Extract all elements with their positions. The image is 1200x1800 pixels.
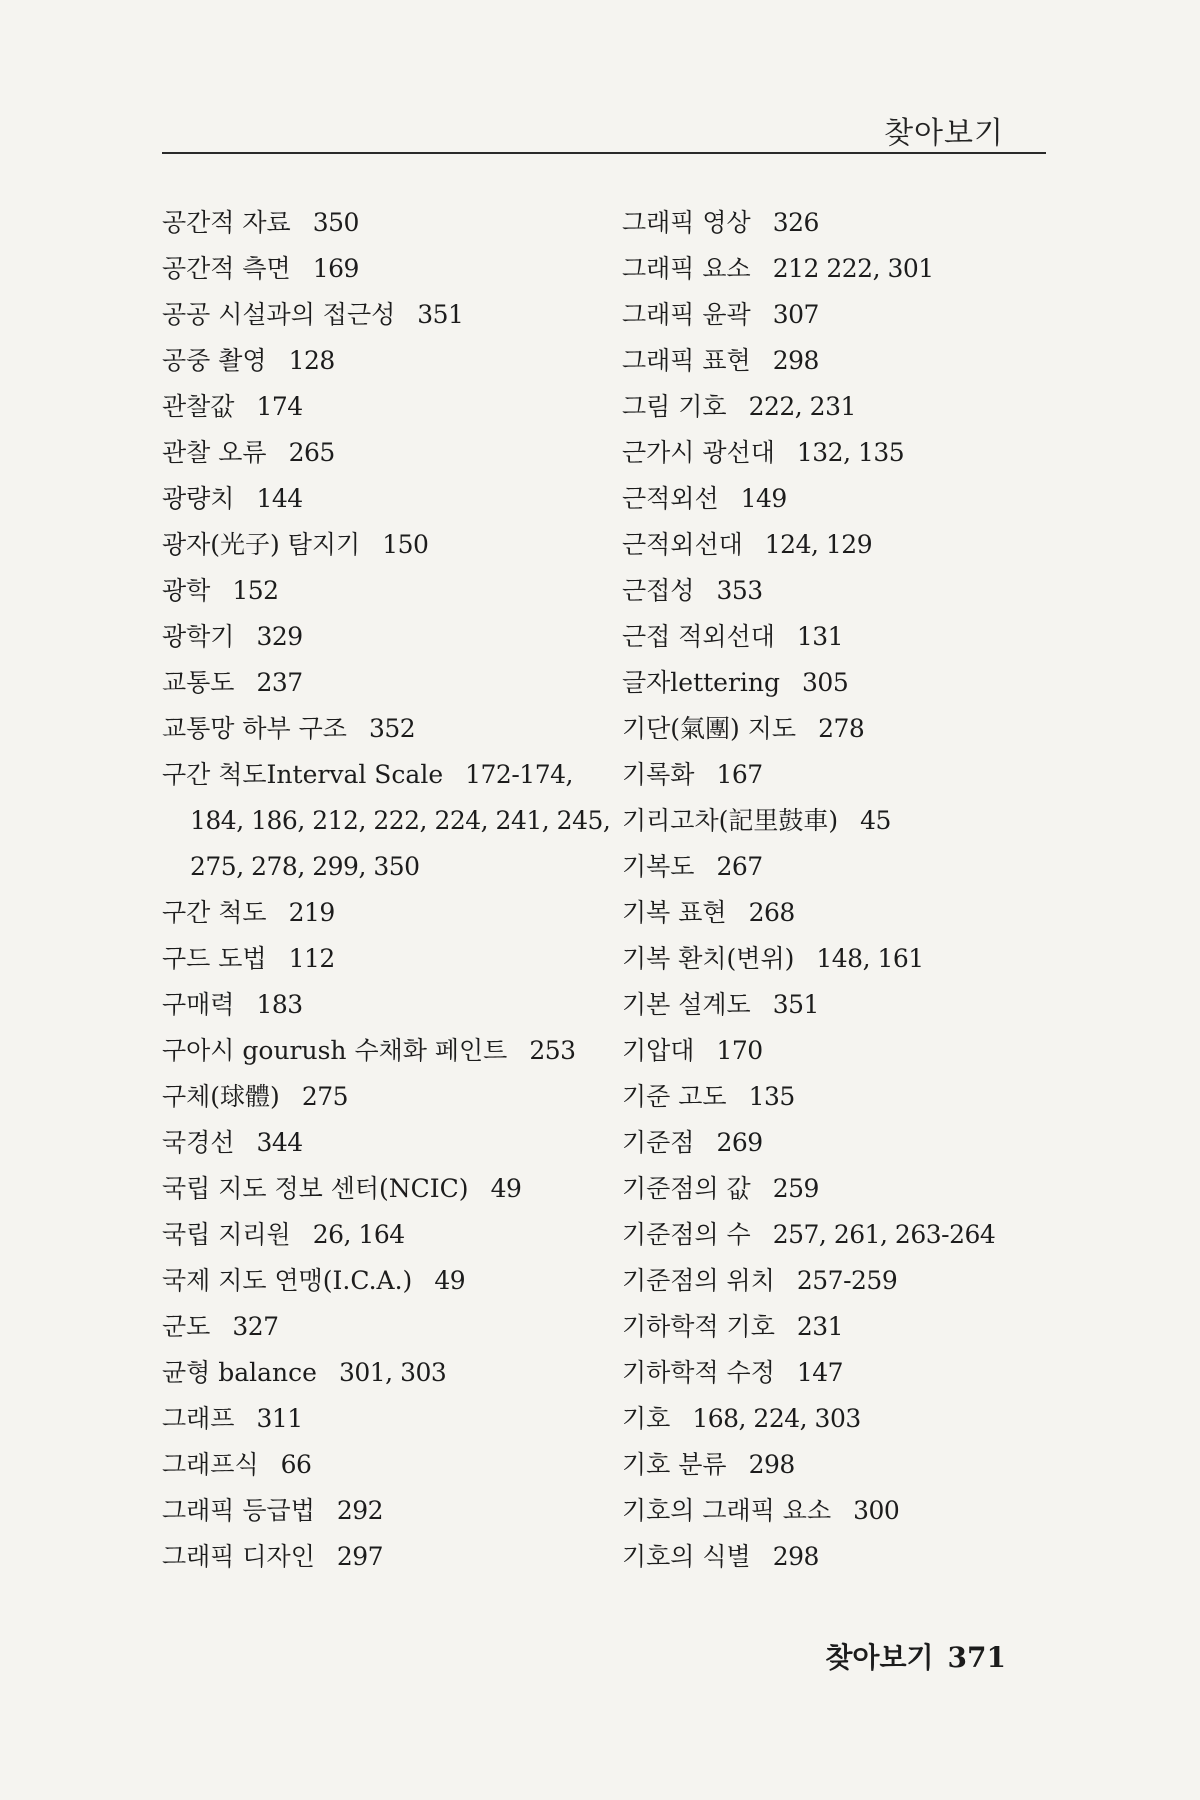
index-pages: 351: [417, 300, 464, 329]
index-entry: [162, 1120, 632, 1166]
index-term: 기호 분류: [622, 1450, 727, 1479]
index-entry: [162, 1488, 632, 1534]
index-term: 근적외선대: [622, 530, 743, 559]
index-term: 광학기: [162, 622, 235, 651]
index-entry: [162, 1028, 632, 1074]
index-term: 군도: [162, 1312, 211, 1341]
index-term: 공중 촬영: [162, 346, 267, 375]
index-pages: 147: [796, 1358, 844, 1387]
index-term: 구매력: [162, 990, 235, 1019]
index-entry: [162, 798, 632, 844]
index-pages: 112: [288, 944, 335, 973]
index-entry: [622, 1488, 1092, 1534]
index-term: 공공 시설과의 접근성: [162, 300, 396, 329]
index-entry: [622, 200, 1092, 246]
index-pages: 150: [382, 530, 429, 559]
index-pages: 353: [716, 576, 763, 605]
index-entry: [622, 384, 1092, 430]
index-entry: [622, 246, 1092, 292]
index-pages: 267: [716, 852, 763, 881]
index-term: 공간적 측면: [162, 254, 291, 283]
index-entry: [162, 292, 632, 338]
index-pages: 144: [256, 484, 303, 513]
index-pages: 170: [716, 1036, 763, 1065]
index-pages: 352: [368, 714, 416, 743]
index-pages: 298: [772, 346, 819, 375]
index-entry: [622, 1442, 1092, 1488]
index-pages: 183: [256, 990, 303, 1019]
index-entry: [622, 1166, 1092, 1212]
index-entry: [622, 1074, 1092, 1120]
index-term: 기본 설계도: [622, 990, 751, 1019]
index-pages: 275: [301, 1082, 349, 1111]
index-entry: [162, 936, 632, 982]
index-term: 기복 표현: [622, 898, 727, 927]
index-column-right: [622, 200, 1092, 1580]
index-pages: 268: [748, 898, 795, 927]
index-entry: [622, 1028, 1092, 1074]
index-term: 기하학적 기호: [622, 1312, 775, 1341]
index-pages: 124, 129: [764, 530, 873, 559]
index-pages: 148, 161: [816, 944, 924, 973]
index-entry: [162, 1350, 632, 1396]
index-entry: [162, 844, 632, 890]
index-pages: 66: [280, 1450, 312, 1479]
index-pages: 269: [716, 1128, 763, 1157]
index-term: 그래픽 디자인: [162, 1542, 315, 1571]
index-entry: [162, 982, 632, 1028]
page-footer: [825, 1636, 1006, 1676]
index-term: 기리고차(記里鼓車): [622, 806, 839, 835]
index-entry: [622, 890, 1092, 936]
index-term: 글자lettering: [622, 668, 781, 697]
index-term: 광학: [162, 576, 211, 605]
index-term: 국제 지도 연맹(I.C.A.): [162, 1266, 413, 1295]
index-term: 그래픽 등급법: [162, 1496, 315, 1525]
index-term: 구간 척도Interval Scale: [162, 760, 444, 789]
index-term: 근적외선: [622, 484, 719, 513]
index-entry: [622, 1350, 1092, 1396]
index-pages: 307: [772, 300, 819, 329]
index-term: 기호의 식별: [622, 1542, 751, 1571]
index-term: 공간적 자료: [162, 208, 291, 237]
index-term: 기복 환치(변위): [622, 944, 795, 973]
index-pages: 305: [802, 668, 849, 697]
running-header: 찾아보기: [884, 116, 1004, 151]
index-term: 기록화: [622, 760, 695, 789]
index-pages: 298: [772, 1542, 819, 1571]
index-pages: 149: [740, 484, 787, 513]
index-pages: 257, 261, 263-264: [772, 1220, 996, 1249]
index-pages: 311: [256, 1404, 303, 1433]
index-pages: 168, 224, 303: [692, 1404, 861, 1433]
index-entry: [622, 1304, 1092, 1350]
index-term: 광자(光子) 탐지기: [162, 530, 361, 559]
index-pages: 265: [288, 438, 335, 467]
index-entry: [162, 200, 632, 246]
index-term: 그래픽 윤곽: [622, 300, 751, 329]
index-term: 그래프: [162, 1404, 235, 1433]
index-entry: [622, 568, 1092, 614]
index-entry: [162, 614, 632, 660]
index-term: 구체(球體): [162, 1082, 280, 1111]
index-pages: 135: [748, 1082, 795, 1111]
index-pages: 26, 164: [312, 1220, 405, 1249]
index-term: 기호의 그래픽 요소: [622, 1496, 832, 1525]
index-term: 균형 balance: [162, 1358, 317, 1387]
footer-label: 찾아보기: [825, 1641, 934, 1674]
index-entry: [622, 292, 1092, 338]
index-entry: [162, 384, 632, 430]
index-term: 그림 기호: [622, 392, 727, 421]
index-term: 교통도: [162, 668, 235, 697]
index-entry: [622, 1120, 1092, 1166]
index-pages: 152: [232, 576, 279, 605]
header-rule: [162, 152, 1046, 154]
index-pages: 231: [796, 1312, 844, 1341]
index-term: 기준점: [622, 1128, 695, 1157]
index-term: 그래픽 표현: [622, 346, 751, 375]
index-pages: 344: [256, 1128, 303, 1157]
index-entry: [162, 246, 632, 292]
index-term: 관찰 오류: [162, 438, 267, 467]
index-pages: 167: [716, 760, 763, 789]
index-entry: [162, 568, 632, 614]
index-entry: [162, 1258, 632, 1304]
index-term: 국경선: [162, 1128, 235, 1157]
index-entry: [622, 1534, 1092, 1580]
page-number: 371: [947, 1641, 1006, 1674]
index-entry: [162, 706, 632, 752]
index-pages: 237: [256, 668, 303, 697]
index-pages: 298: [748, 1450, 795, 1479]
index-term: 그래프식: [162, 1450, 259, 1479]
index-entry: [622, 844, 1092, 890]
index-pages: 278: [818, 714, 865, 743]
index-entry: [622, 982, 1092, 1028]
index-pages: 219: [288, 898, 335, 927]
index-term: 구간 척도: [162, 898, 267, 927]
index-term: 국립 지도 정보 센터(NCIC): [162, 1174, 469, 1203]
index-entry: [162, 890, 632, 936]
index-entry: [162, 1212, 632, 1258]
index-pages: 212 222, 301: [772, 254, 934, 283]
index-entry: [162, 752, 632, 798]
index-entry: [622, 1258, 1092, 1304]
index-pages: 222, 231: [748, 392, 856, 421]
index-pages: 351: [772, 990, 819, 1019]
index-entry: [622, 522, 1092, 568]
index-term: 광량치: [162, 484, 235, 513]
index-pages: 300: [853, 1496, 900, 1525]
index-pages: 326: [772, 208, 819, 237]
index-entry: [622, 338, 1092, 384]
index-term: 국립 지리원: [162, 1220, 291, 1249]
index-pages: 174: [256, 392, 303, 421]
index-pages: 301, 303: [338, 1358, 447, 1387]
index-entry: [162, 1166, 632, 1212]
index-term: 기준점의 위치: [622, 1266, 775, 1295]
index-term: 기복도: [622, 852, 695, 881]
index-entry: [622, 614, 1092, 660]
index-term: 기준점의 값: [622, 1174, 751, 1203]
index-entry: [162, 1074, 632, 1120]
index-pages: 128: [288, 346, 335, 375]
index-entry: [622, 752, 1092, 798]
index-entry: [162, 338, 632, 384]
index-pages: 131: [796, 622, 844, 651]
index-term: 그래픽 요소: [622, 254, 751, 283]
index-entry: [622, 476, 1092, 522]
index-pages: 327: [232, 1312, 279, 1341]
index-entry: [162, 660, 632, 706]
index-entry: [622, 936, 1092, 982]
index-entry: [622, 798, 1092, 844]
index-pages: 49: [434, 1266, 466, 1295]
index-term: 근가시 광선대: [622, 438, 775, 467]
index-term: 교통망 하부 구조: [162, 714, 347, 743]
index-entry: [622, 1212, 1092, 1258]
index-pages: 329: [256, 622, 303, 651]
index-pages: 184, 186, 212, 222, 224, 241, 245,: [190, 806, 611, 835]
index-pages: 257-259: [796, 1266, 898, 1295]
index-pages: 132, 135: [796, 438, 905, 467]
index-pages: 45: [860, 806, 891, 835]
index-term: 근접성: [622, 576, 695, 605]
index-pages: 169: [312, 254, 359, 283]
index-term: 기준점의 수: [622, 1220, 751, 1249]
index-term: 기단(氣團) 지도: [622, 714, 797, 743]
index-entry: [162, 476, 632, 522]
index-pages: 259: [772, 1174, 819, 1203]
index-pages: 49: [490, 1174, 522, 1203]
index-entry: [162, 430, 632, 476]
index-term: 구아시 gourush 수채화 페인트: [162, 1036, 508, 1065]
index-entry: [622, 660, 1092, 706]
index-term: 관찰값: [162, 392, 235, 421]
index-pages: 275, 278, 299, 350: [190, 852, 420, 881]
index-pages: 253: [529, 1036, 576, 1065]
index-entry: [622, 1396, 1092, 1442]
index-pages: 292: [336, 1496, 384, 1525]
index-entry: [162, 522, 632, 568]
index-term: 기압대: [622, 1036, 695, 1065]
index-term: 기호: [622, 1404, 671, 1433]
index-entry: [162, 1304, 632, 1350]
index-pages: 297: [336, 1542, 384, 1571]
index-column-left: [162, 200, 632, 1580]
index-entry: [162, 1396, 632, 1442]
index-term: 기준 고도: [622, 1082, 727, 1111]
index-pages: 350: [312, 208, 359, 237]
index-term: 기하학적 수정: [622, 1358, 775, 1387]
index-entry: [622, 706, 1092, 752]
index-entry: [622, 430, 1092, 476]
index-term: 구드 도법: [162, 944, 267, 973]
index-entry: [162, 1534, 632, 1580]
index-term: 근접 적외선대: [622, 622, 775, 651]
index-term: 그래픽 영상: [622, 208, 751, 237]
index-entry: [162, 1442, 632, 1488]
index-pages: 172-174,: [465, 760, 573, 789]
